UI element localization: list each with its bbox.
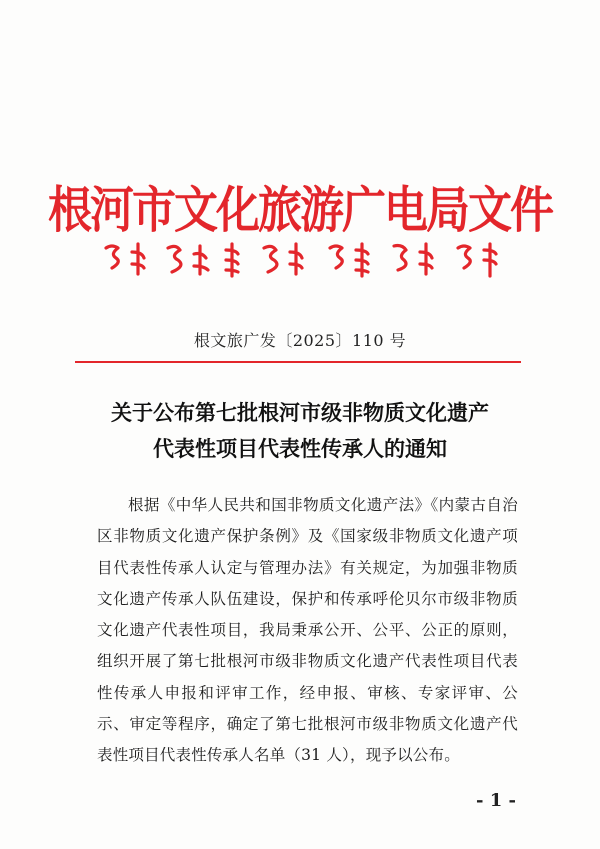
notice-title-line-2: 代表性项目代表性传承人的通知 [153, 436, 447, 461]
page-number: - 1 - [476, 790, 516, 811]
mongolian-script-line [96, 238, 504, 282]
red-divider-line [75, 361, 521, 363]
notice-title [0, 395, 600, 467]
issuing-agency-title: 根河市文化旅游广电局文件 [48, 182, 552, 240]
notice-body-paragraph: 根据《中华人民共和国非物质文化遗产法》《内蒙古自治区非物质文化遗产保护条例》及《国家级非物质文化遗产项目代表性传承人认定与管理办法》有关规定，为加强非物质文化遗产传承人队伍建设，保护和传承呼伦贝尔市级非物质文化遗产代表性项目，我局秉承公开、公平、公正的原则，组织开展了第七批根河市级非物质文化遗产代表性项目代表性传承人申报和评审工作，经申报、审核、专家评审、公示、审定等程序，确定了第七批根河市级非物质文化遗产代表性项目代表性传承人名单（31 人），现予以公布。 [97, 496, 518, 765]
document-number: 根文旅广发〔2025〕110 号 [193, 331, 407, 350]
notice-title-line-1: 关于公布第七批根河市级非物质文化遗产 [111, 400, 489, 425]
